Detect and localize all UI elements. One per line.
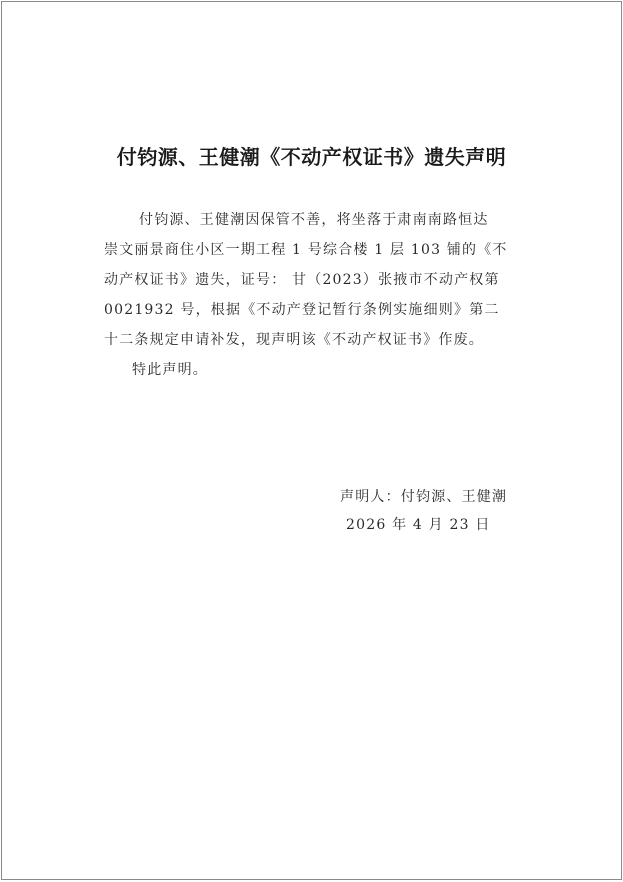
date-line: 2026 年 4 月 23 日 [346,517,491,533]
document-page [1,1,622,880]
body-line-4: 0021932 号，根据《不动产登记暂行条例实施细则》第二 [104,302,500,318]
body-line-1: 付钧源、王健潮因保管不善，将坐落于肃南南路恒达 [139,212,489,228]
body-line-2: 崇文丽景商住小区一期工程 1 号综合楼 1 层 103 铺的《不 [104,242,508,258]
declarant-line: 声明人：付钧源、王健潮 [340,489,508,505]
signature-block [340,483,507,539]
closing-line: 特此声明。 [132,362,208,378]
document-body [104,205,524,385]
body-line-3: 动产权证书》遗失，证号： 甘（2023）张掖市不动产权第 [104,272,500,288]
document-title: 付钧源、王健潮《不动产权证书》遗失声明 [116,145,507,169]
body-line-5: 十二条规定申请补发，现声明该《不动产权证书》作废。 [104,332,484,348]
